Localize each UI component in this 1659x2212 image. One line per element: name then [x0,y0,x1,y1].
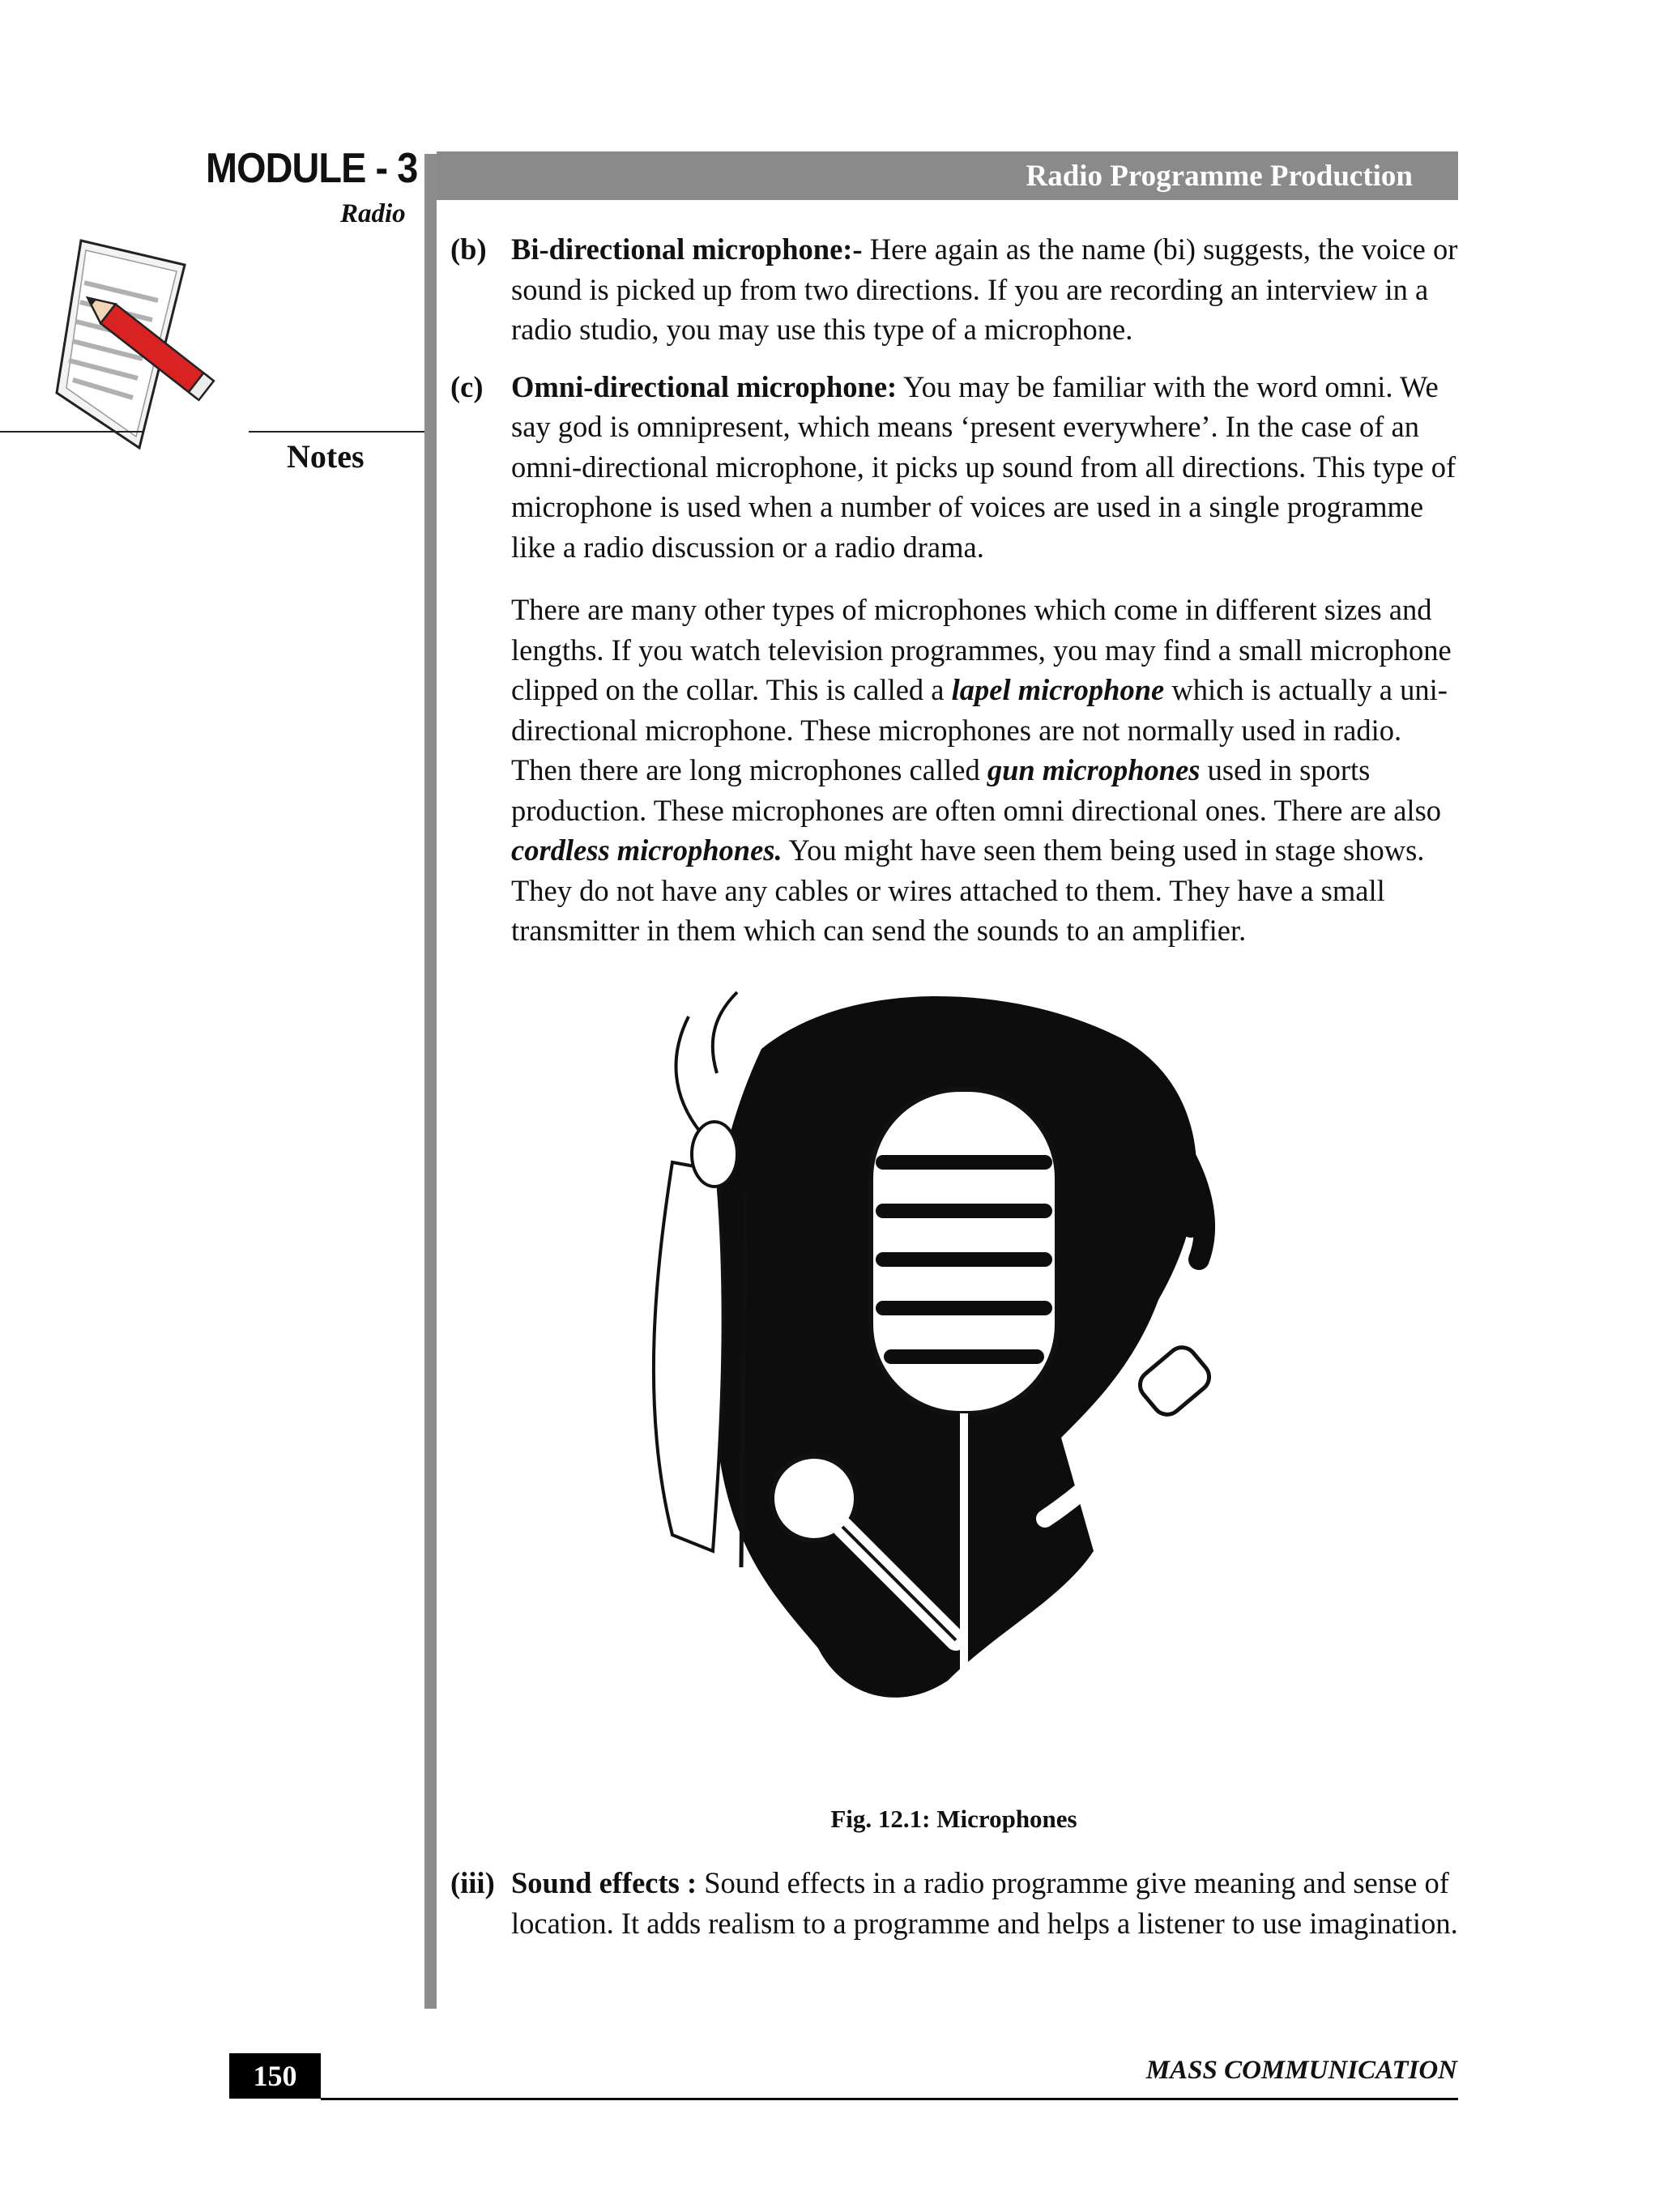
cordless-microphones-term: cordless microphones. [511,833,783,867]
item-term: Bi-directional microphone:- [511,232,863,266]
module-subtitle: Radio [340,199,406,228]
content-margin-bar [424,154,437,2009]
footer-book-title: MASS COMMUNICATION [1145,2056,1457,2085]
notes-label: Notes [287,438,365,475]
item-text: Here again as the name (bi) suggests, the voice or sound is picked up from two directions. If you are recording an interview in a radio studio, you may use this type of a microphone. [511,232,1458,346]
section-header-bar [437,151,1458,200]
item-marker: (iii) [450,1866,495,1899]
sound-effects-section [450,1863,1461,1943]
paragraph-text: There are many other types of microphones which come in different sizes and lengths. If you watch television programmes, you may find a small microphone clipped on the collar. This is called a [511,593,1452,706]
item-term: Omni-directional microphone: [511,369,898,403]
footer-rule [321,2098,1458,2100]
list-item-sound-effects [450,1863,1461,1943]
notes-rule-left [0,431,144,433]
item-marker: (c) [450,369,484,403]
paragraph-text: which is actually a uni-directional microphone. These microphones are not normally used in radio. Then there are long microphones called [511,673,1448,786]
notes-page-pencil-icon [49,231,284,458]
gun-microphones-term: gun microphones [987,753,1201,786]
item-text: Sound effects in a radio programme give meaning and sense of location. It adds realism to a programme and helps a listener to use imagination. [511,1866,1458,1940]
lapel-microphone-term: lapel microphone [951,673,1165,706]
item-marker: (b) [450,232,487,266]
paragraph-text: You might have seen them being used in stage shows. They do not have any cables or wires attached to them. They have a small transmitter in them which can send the sounds to an amplifier. [511,833,1425,947]
figure-caption: Fig. 12.1: Microphones [830,1805,1077,1833]
module-title: MODULE - 3 [206,145,418,192]
microphone-types-paragraph [511,590,1461,951]
paragraph-text: used in sports production. These microphones are often omni directional ones. There are also [511,753,1442,827]
list-item-omni-directional [450,367,1461,568]
notes-rule-right [249,431,425,433]
page-number: 150 [229,2053,321,2099]
section-header-title: Radio Programme Production [1026,159,1413,193]
microphones-illustration [640,984,1223,1790]
main-content [450,229,1461,951]
item-text: You may be familiar with the word omni. We say god is omnipresent, which means ‘present everywhere’. In the case of an omni-directional microphone, it picks up sound from all directions. This type of microphone is used when a number of voices are used in a single programme like a radio discussion or a radio drama. [511,369,1456,564]
item-term: Sound effects : [511,1866,697,1899]
list-item-bi-directional [450,229,1461,350]
